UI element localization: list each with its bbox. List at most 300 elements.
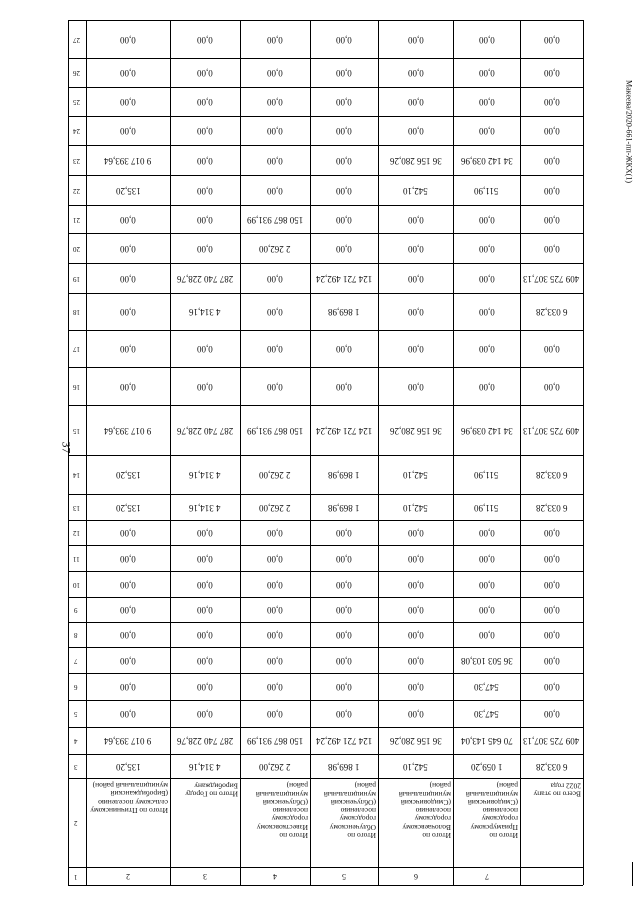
table-rule xyxy=(68,58,583,59)
cell-text: 27 xyxy=(72,35,80,44)
value-cell xyxy=(520,263,583,293)
cell-text: 0,00 xyxy=(407,307,424,317)
value-cell xyxy=(170,700,240,727)
cell-text: 0,00 xyxy=(197,97,213,107)
cell-text: 0,00 xyxy=(336,709,352,719)
value-cell xyxy=(378,405,453,455)
value-cell xyxy=(86,175,170,205)
cell-text: 36 156 280,26 xyxy=(389,425,442,436)
value-cell xyxy=(86,330,170,367)
value-cell xyxy=(378,233,453,263)
cell-text: 511,90 xyxy=(474,502,499,513)
cell-text: 0,00 xyxy=(407,273,424,284)
cell-text: Итого по Волочаевскому городскому поселению (Смидовичский муниципальный район) xyxy=(398,781,451,840)
value-cell xyxy=(453,330,520,367)
value-cell xyxy=(453,727,520,754)
value-cell xyxy=(240,754,310,778)
value-cell xyxy=(310,87,378,116)
cell-text: 1 869,98 xyxy=(328,470,360,480)
cell-text: 0,00 xyxy=(407,553,424,564)
table-rule xyxy=(520,20,521,885)
value-cell xyxy=(310,20,378,58)
cell-text: 0,00 xyxy=(120,34,136,45)
value-cell xyxy=(453,520,520,545)
cell-text: 0,00 xyxy=(197,605,213,615)
value-cell xyxy=(170,494,240,520)
cell-text: 0,00 xyxy=(197,553,213,564)
value-cell xyxy=(453,597,520,622)
cell-text: 36 156 280,26 xyxy=(389,736,442,746)
cell-text: 0,00 xyxy=(478,273,495,284)
value-cell xyxy=(453,494,520,520)
value-cell xyxy=(86,263,170,293)
cell-text: 0,00 xyxy=(543,553,560,564)
value-cell xyxy=(520,233,583,263)
cell-text: 1 059,20 xyxy=(470,761,503,772)
value-cell xyxy=(170,293,240,330)
cell-text: 2 xyxy=(74,819,78,827)
value-cell xyxy=(520,754,583,778)
value-cell xyxy=(170,455,240,494)
cell-text: 36 156 280,26 xyxy=(389,155,442,166)
value-cell xyxy=(378,700,453,727)
value-cell xyxy=(310,330,378,367)
cell-text: 0,00 xyxy=(197,655,213,666)
value-cell xyxy=(240,145,310,175)
cell-text: 3 xyxy=(203,872,207,881)
column-number xyxy=(68,263,84,293)
cell-text: 23 xyxy=(72,156,80,165)
table-rule xyxy=(68,885,583,886)
cell-text: 4 xyxy=(273,872,277,881)
value-cell xyxy=(240,116,310,145)
cell-text: 0,00 xyxy=(120,682,136,692)
value-cell xyxy=(520,20,583,58)
value-cell xyxy=(310,145,378,175)
value-cell xyxy=(310,293,378,330)
value-cell xyxy=(170,754,240,778)
cell-text: 0,00 xyxy=(336,381,352,392)
cell-text: 17 xyxy=(72,345,80,353)
value-cell xyxy=(170,58,240,87)
value-cell xyxy=(378,58,453,87)
table-rule xyxy=(68,673,583,674)
cell-text: 0,00 xyxy=(197,243,213,254)
cell-text: 0,00 xyxy=(120,630,136,640)
cell-text: 0,00 xyxy=(478,528,495,538)
value-cell xyxy=(240,330,310,367)
row-label xyxy=(453,778,520,867)
value-cell xyxy=(453,622,520,647)
value-cell xyxy=(310,175,378,205)
cell-text: 5 xyxy=(342,872,346,881)
value-cell xyxy=(170,263,240,293)
cell-text: 0,00 xyxy=(336,185,352,196)
cell-text: 0,00 xyxy=(336,655,352,666)
value-cell xyxy=(310,673,378,700)
cell-text: 21 xyxy=(72,215,80,224)
column-number xyxy=(68,293,84,330)
cell-text: 0,00 xyxy=(336,579,352,590)
value-cell xyxy=(453,263,520,293)
cell-text: 2 262,00 xyxy=(259,761,291,772)
cell-text: 0,00 xyxy=(267,528,283,538)
cell-text: Итого по Облученскому городскому поселению (Облученский муниципальный район) xyxy=(323,781,376,840)
cell-text: 0,00 xyxy=(407,126,424,136)
value-cell xyxy=(378,175,453,205)
value-cell xyxy=(240,647,310,673)
cell-text: 3 xyxy=(74,762,78,771)
value-cell xyxy=(86,367,170,405)
table-rule xyxy=(68,330,583,331)
cell-text: 124 721 492,24 xyxy=(315,736,373,746)
cell-text: 34 142 039,96 xyxy=(460,155,513,166)
value-cell xyxy=(520,116,583,145)
table-rule xyxy=(68,545,583,546)
cell-text: 0,00 xyxy=(336,630,352,640)
cell-text: 0,00 xyxy=(543,579,560,590)
column-number xyxy=(68,405,84,455)
value-cell xyxy=(520,571,583,597)
cell-text: 0,00 xyxy=(197,68,213,78)
value-cell xyxy=(453,20,520,58)
value-cell xyxy=(520,367,583,405)
cell-text: 0,00 xyxy=(267,155,283,166)
value-cell xyxy=(240,494,310,520)
cell-text: 0,00 xyxy=(120,605,136,615)
value-cell xyxy=(170,647,240,673)
cell-text: 10 xyxy=(72,580,80,589)
cell-text: 26 xyxy=(72,69,80,77)
cell-text: 6 033,28 xyxy=(535,761,568,772)
cell-text: 0,00 xyxy=(267,68,283,78)
value-cell xyxy=(520,622,583,647)
cell-text: 0,00 xyxy=(336,553,352,564)
row-number xyxy=(378,867,453,885)
row-label xyxy=(520,778,583,867)
value-cell xyxy=(520,520,583,545)
cell-text: 0,00 xyxy=(543,34,560,45)
cell-text: 0,00 xyxy=(267,344,283,354)
value-cell xyxy=(240,58,310,87)
value-cell xyxy=(520,647,583,673)
cell-text: 0,00 xyxy=(267,655,283,666)
value-cell xyxy=(520,700,583,727)
table-rule xyxy=(68,20,583,21)
cell-text: 0,00 xyxy=(543,528,560,538)
column-number xyxy=(68,205,84,233)
value-cell xyxy=(310,571,378,597)
value-cell xyxy=(86,455,170,494)
row-number xyxy=(86,867,170,885)
cell-text: 0,00 xyxy=(120,126,136,136)
value-cell xyxy=(310,455,378,494)
cell-text: 0,00 xyxy=(407,630,424,640)
cell-text: 0,00 xyxy=(267,307,283,317)
value-cell xyxy=(453,293,520,330)
cell-text: 0,00 xyxy=(543,344,560,354)
table-rule xyxy=(68,778,583,779)
column-number xyxy=(68,520,84,545)
value-cell xyxy=(520,145,583,175)
column-number xyxy=(68,867,84,885)
value-cell xyxy=(170,205,240,233)
cell-text: 0,00 xyxy=(197,155,213,166)
cell-text: 1 869,98 xyxy=(328,761,360,772)
value-cell xyxy=(520,58,583,87)
value-cell xyxy=(310,205,378,233)
value-cell xyxy=(520,494,583,520)
table-rule xyxy=(68,754,583,755)
cell-text: 0,00 xyxy=(543,214,560,225)
row-number xyxy=(170,867,240,885)
cell-text: 2 262,00 xyxy=(259,243,291,254)
cell-text: 542,10 xyxy=(403,470,428,480)
value-cell xyxy=(453,205,520,233)
value-cell xyxy=(378,330,453,367)
cell-text: 0,00 xyxy=(120,528,136,538)
cell-text: 409 725 307,13 xyxy=(523,736,580,746)
value-cell xyxy=(86,20,170,58)
cell-text: 124 721 492,24 xyxy=(315,425,373,436)
cell-text: 0,00 xyxy=(478,34,495,45)
cell-text: 0,00 xyxy=(267,605,283,615)
row-label xyxy=(170,778,240,867)
value-cell xyxy=(170,87,240,116)
cell-text: 135,20 xyxy=(115,502,141,513)
cell-text: 0,00 xyxy=(478,630,495,640)
value-cell xyxy=(170,727,240,754)
value-cell xyxy=(310,545,378,571)
cell-text: 12 xyxy=(72,529,80,537)
cell-text: Итого по Известковскому городскому поселению (Облученский муниципальный район) xyxy=(255,781,308,840)
cell-text: 0,00 xyxy=(267,381,283,392)
value-cell xyxy=(310,597,378,622)
value-cell xyxy=(378,293,453,330)
column-number xyxy=(68,58,84,87)
row-label xyxy=(86,778,170,867)
value-cell xyxy=(378,20,453,58)
cell-text: 9 xyxy=(74,606,78,614)
cell-text: 0,00 xyxy=(478,381,495,392)
column-number xyxy=(68,20,84,58)
page-number: 37 xyxy=(59,441,74,454)
column-number xyxy=(68,175,84,205)
cell-text: 0,00 xyxy=(543,709,560,719)
cell-text: 2 xyxy=(126,872,130,881)
cell-text: 70 645 143,04 xyxy=(460,736,513,746)
value-cell xyxy=(378,571,453,597)
margin-mark xyxy=(632,862,633,886)
cell-text: 287 740 228,76 xyxy=(176,736,234,746)
value-cell xyxy=(520,597,583,622)
value-cell xyxy=(240,20,310,58)
table-rule xyxy=(68,597,583,598)
value-cell xyxy=(170,20,240,58)
cell-text: 0,00 xyxy=(120,579,136,590)
column-number xyxy=(68,673,84,700)
cell-text: 0,00 xyxy=(543,97,560,107)
value-cell xyxy=(378,673,453,700)
table-rule xyxy=(68,87,583,88)
row-label xyxy=(310,778,378,867)
cell-text: 0,00 xyxy=(478,97,495,107)
value-cell xyxy=(170,545,240,571)
column-number xyxy=(68,571,84,597)
cell-text: 2 262,00 xyxy=(259,502,291,513)
cell-text: 0,00 xyxy=(407,97,424,107)
cell-text: 0,00 xyxy=(120,553,136,564)
cell-text: 135,20 xyxy=(115,470,141,480)
value-cell xyxy=(453,455,520,494)
table-rule xyxy=(68,367,583,368)
column-number xyxy=(68,455,84,494)
cell-text: 6 xyxy=(74,683,78,691)
column-number xyxy=(68,700,84,727)
value-cell xyxy=(310,647,378,673)
value-cell xyxy=(86,673,170,700)
cell-text: 542,10 xyxy=(403,185,428,196)
value-cell xyxy=(240,622,310,647)
cell-text: 9 017 393,64 xyxy=(104,425,152,436)
value-cell xyxy=(240,545,310,571)
cell-text: 0,00 xyxy=(407,579,424,590)
cell-text: 19 xyxy=(72,274,80,283)
value-cell xyxy=(310,233,378,263)
value-cell xyxy=(378,145,453,175)
row-number xyxy=(520,867,583,885)
value-cell xyxy=(310,367,378,405)
table-rule xyxy=(68,145,583,146)
cell-text: 542,10 xyxy=(403,761,428,772)
row-label xyxy=(240,778,310,867)
table-rule xyxy=(68,647,583,648)
cell-text: 6 xyxy=(413,872,418,881)
cell-text: 0,00 xyxy=(120,243,136,254)
cell-text: Итого по Птичнинскому сельскому поселению (Биробиджанский муниципальный район) xyxy=(90,781,168,815)
cell-text: 0,00 xyxy=(543,630,560,640)
value-cell xyxy=(86,597,170,622)
value-cell xyxy=(86,116,170,145)
column-number xyxy=(68,622,84,647)
value-cell xyxy=(240,87,310,116)
cell-text: 6 033,28 xyxy=(535,307,568,317)
cell-text: 6 033,28 xyxy=(535,470,568,480)
cell-text: 7 xyxy=(74,656,78,665)
cell-text: 4 314,16 xyxy=(189,470,221,480)
column-number xyxy=(68,87,84,116)
cell-text: 0,00 xyxy=(543,381,560,392)
cell-text: 1 xyxy=(74,872,78,881)
table-rule xyxy=(68,263,583,264)
row-number xyxy=(453,867,520,885)
column-number xyxy=(68,367,84,405)
cell-text: 6 033,28 xyxy=(535,502,568,513)
cell-text: 0,00 xyxy=(478,214,495,225)
cell-text: 0,00 xyxy=(267,185,283,196)
cell-text: 0,00 xyxy=(543,243,560,254)
value-cell xyxy=(453,673,520,700)
value-cell xyxy=(170,175,240,205)
value-cell xyxy=(378,87,453,116)
value-cell xyxy=(240,367,310,405)
cell-text: 0,00 xyxy=(197,126,213,136)
value-cell xyxy=(170,405,240,455)
cell-text: 4 314,16 xyxy=(189,761,221,772)
cell-text: 4 314,16 xyxy=(189,502,221,513)
value-cell xyxy=(170,233,240,263)
cell-text: 1 869,98 xyxy=(328,307,360,317)
cell-text: 0,00 xyxy=(267,553,283,564)
value-cell xyxy=(310,405,378,455)
table-rule xyxy=(68,175,583,176)
cell-text: 25 xyxy=(72,98,80,106)
cell-text: 5 xyxy=(74,710,78,718)
value-cell xyxy=(453,754,520,778)
cell-text: 24 xyxy=(72,127,80,135)
value-cell xyxy=(453,571,520,597)
value-cell xyxy=(86,520,170,545)
cell-text: 0,00 xyxy=(267,97,283,107)
cell-text: 0,00 xyxy=(336,68,352,78)
cell-text: 0,00 xyxy=(336,126,352,136)
cell-text: 124 721 492,24 xyxy=(315,273,373,284)
cell-text: 409 725 307,13 xyxy=(523,273,580,284)
table-rule xyxy=(68,455,583,456)
cell-text: 0,00 xyxy=(478,579,495,590)
cell-text: 0,00 xyxy=(336,528,352,538)
cell-text: 0,00 xyxy=(478,307,495,317)
table-rule xyxy=(68,205,583,206)
cell-text: 0,00 xyxy=(478,243,495,254)
value-cell xyxy=(240,175,310,205)
value-cell xyxy=(453,647,520,673)
value-cell xyxy=(86,58,170,87)
cell-text: 0,00 xyxy=(336,243,352,254)
cell-text: 0,00 xyxy=(478,605,495,615)
cell-text: 0,00 xyxy=(120,709,136,719)
cell-text: 0,00 xyxy=(336,97,352,107)
cell-text: 11 xyxy=(72,554,80,563)
value-cell xyxy=(170,367,240,405)
value-cell xyxy=(86,87,170,116)
cell-text: 0,00 xyxy=(267,126,283,136)
column-number xyxy=(68,494,84,520)
value-cell xyxy=(378,597,453,622)
value-cell xyxy=(310,700,378,727)
value-cell xyxy=(170,622,240,647)
value-cell xyxy=(378,754,453,778)
value-cell xyxy=(310,58,378,87)
column-number xyxy=(68,145,84,175)
cell-text: 0,00 xyxy=(120,307,136,317)
column-number xyxy=(68,545,84,571)
cell-text: 1 869,98 xyxy=(328,502,360,513)
value-cell xyxy=(170,145,240,175)
cell-text: 0,00 xyxy=(197,579,213,590)
cell-text: 135,20 xyxy=(115,761,141,772)
value-cell xyxy=(520,545,583,571)
value-cell xyxy=(240,293,310,330)
value-cell xyxy=(520,727,583,754)
cell-text: 0,00 xyxy=(543,126,560,136)
value-cell xyxy=(170,673,240,700)
cell-text: 0,00 xyxy=(407,68,424,78)
value-cell xyxy=(310,754,378,778)
value-cell xyxy=(520,330,583,367)
table-rule xyxy=(378,20,379,885)
column-number xyxy=(68,597,84,622)
